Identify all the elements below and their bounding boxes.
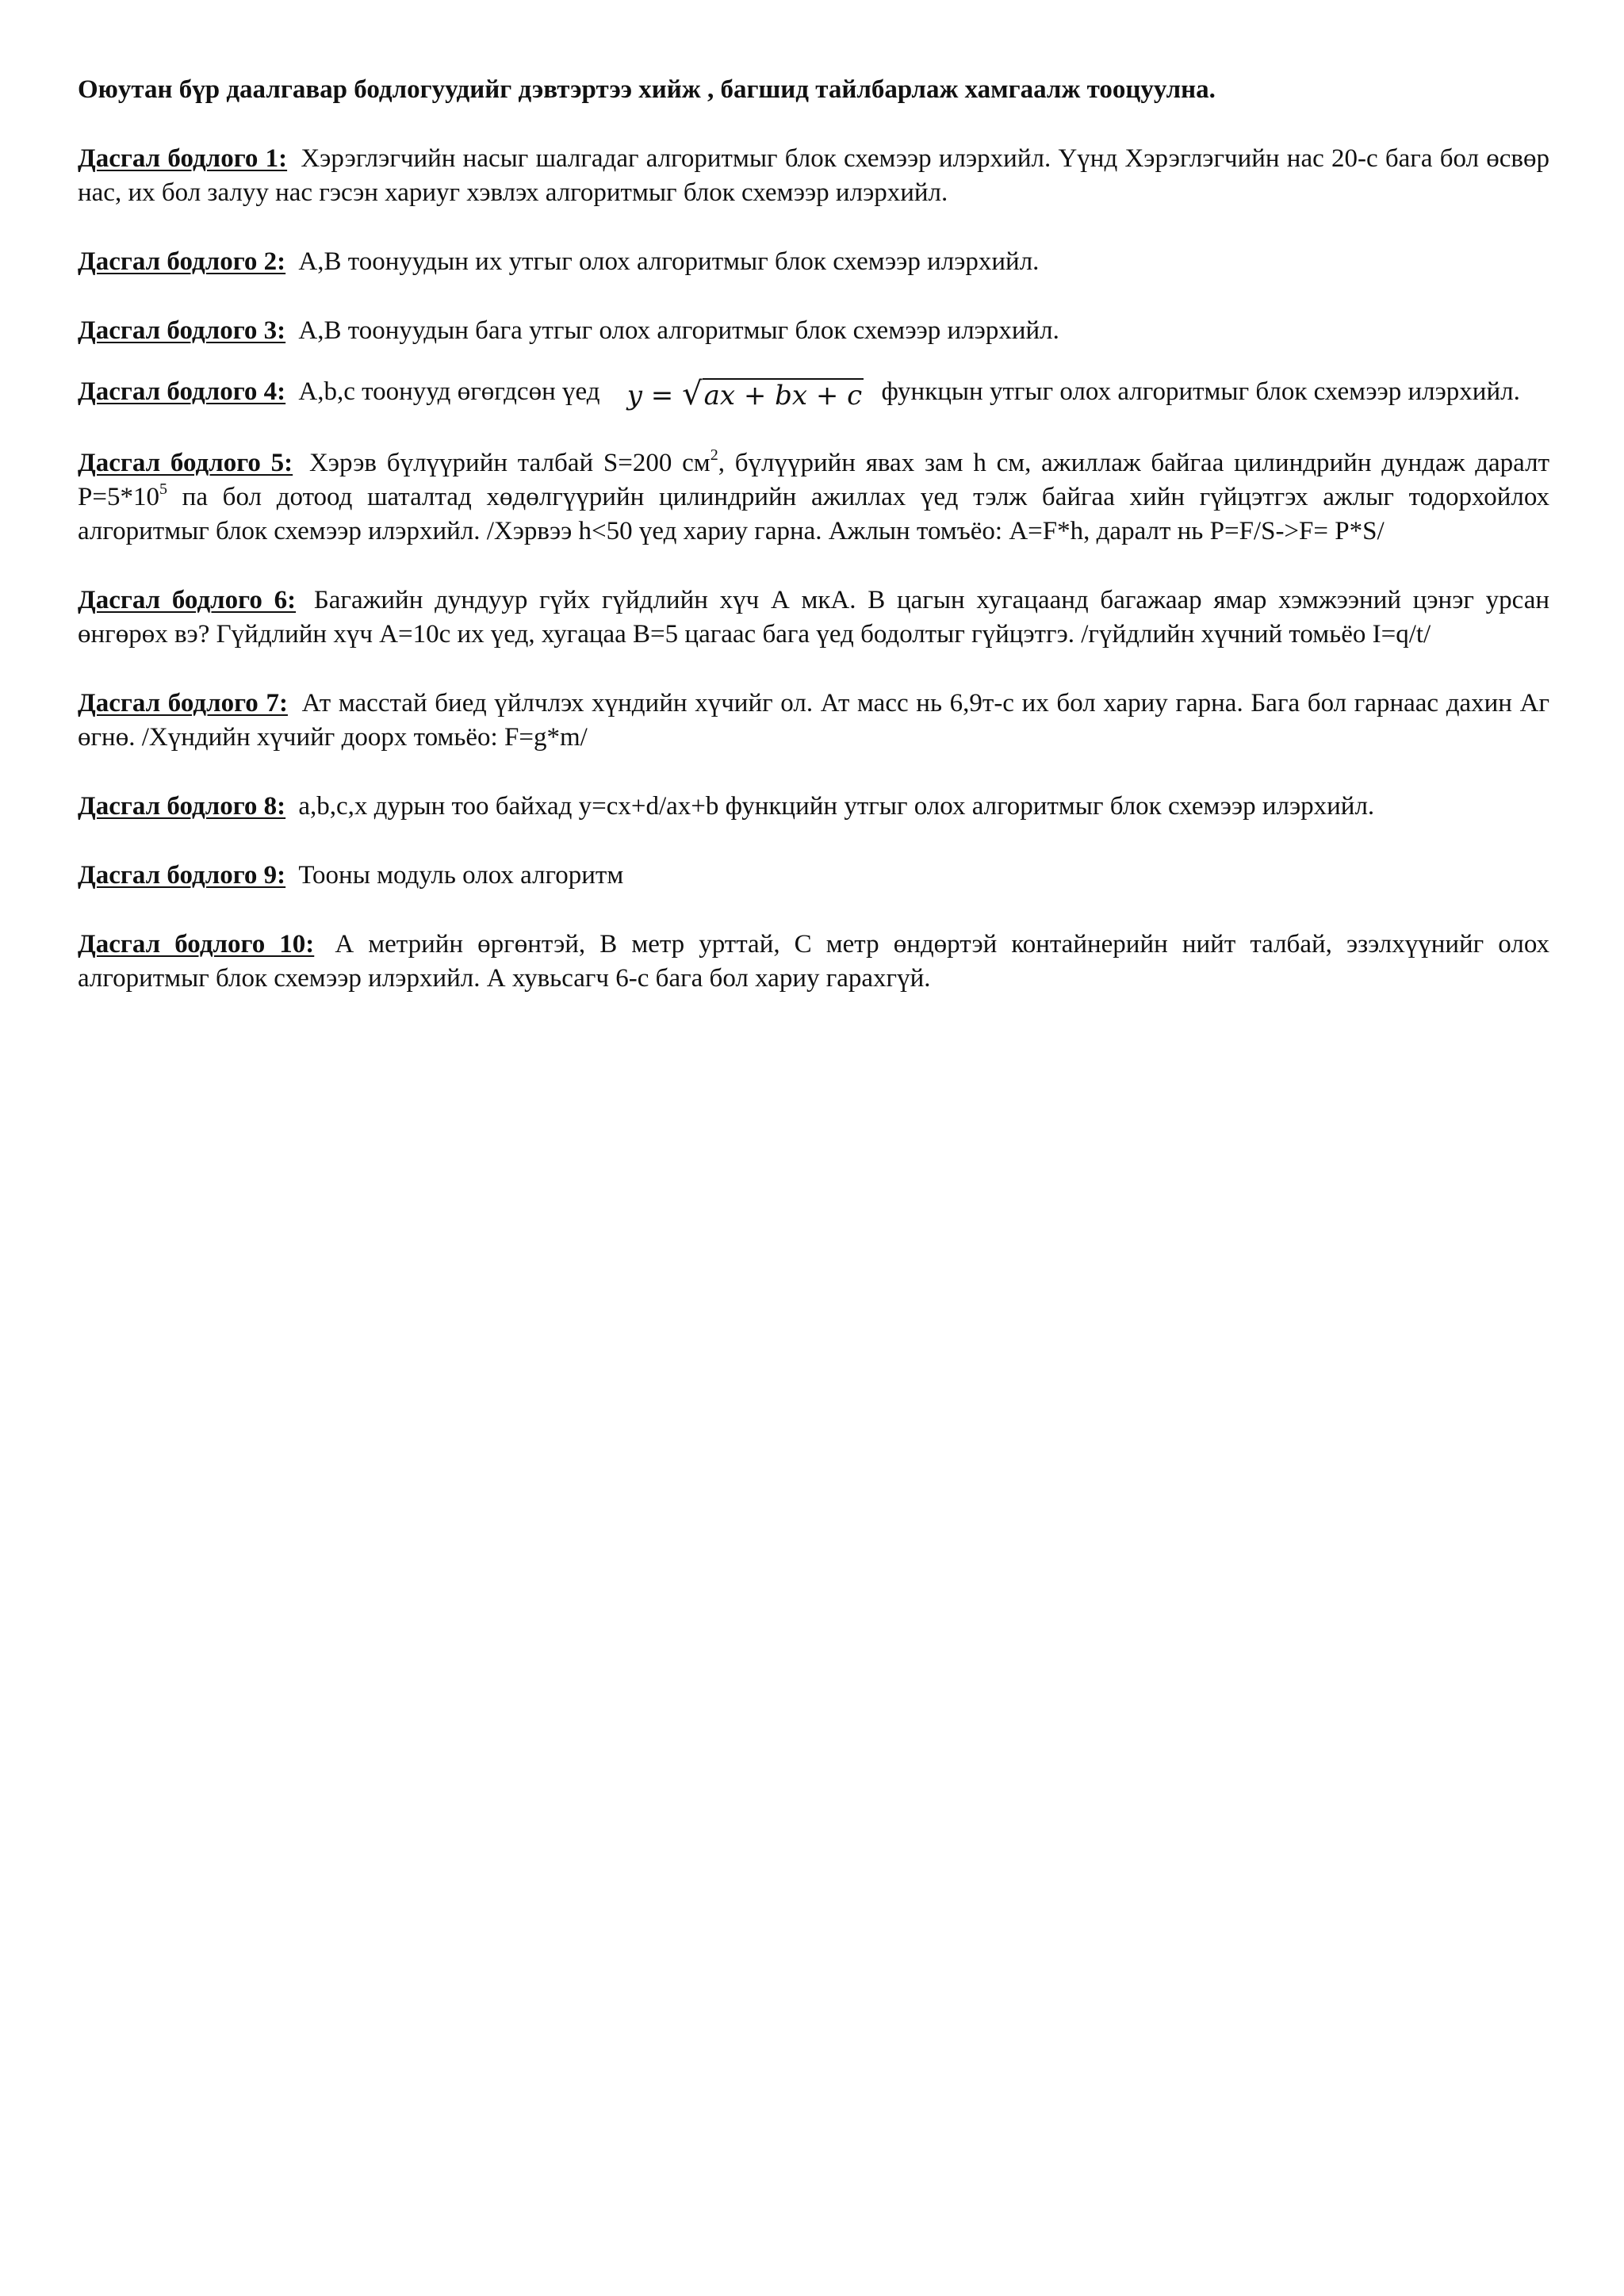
task-9-label: Дасгал бодлого 9: (78, 861, 286, 890)
task-5-superscript-exponent: 5 (159, 480, 167, 498)
task-5 (78, 446, 1549, 549)
intro-instruction: Оюутан бүр даалгавар бодлогуудийг дэвтэртээ хийж , багшид тайлбарлаж хамгаалж тооцуулна. (78, 75, 1216, 104)
task-10 (78, 928, 1549, 996)
task-5-text-c: па бол дотоод шаталтад хөдөлгүүрийн цилиндрийн ажиллах үед тэлж байгаа хийн гүйцэтгэх ажлыг тодорхойлох алгоритмыг блок схемээр илэрхийл. /Хэрвээ h<50 үед хариу гарна. Ажлын томъёо: A=F*h, даралт нь P=F/S->F= P*S/ (78, 483, 1549, 545)
task-1-label: Дасгал бодлого 1: (78, 144, 288, 173)
task-2-label: Дасгал бодлого 2: (78, 247, 286, 276)
task-9-text: Тооны модуль олох алгоритм (298, 861, 624, 890)
formula-radicand: ax + bx + c (703, 380, 863, 411)
task-5-text-b: , бүлүүрийн явах зам h см, ажиллаж байгаа цилиндрийн дундаж даралт P=5*10 (78, 449, 1549, 511)
task-3-text: А,В тоонуудын бага утгыг олох алгоритмыг блок схемээр илэрхийл. (298, 316, 1059, 345)
task-7-text: Ат масстай биед үйлчлэх хүндийн хүчийг ол. Ат масс нь 6,9т-с их бол хариу гарна. Бага бол гарнаас дахин Аг өгнө. /Хүндийн хүчийг доорх томьёо: F=g*m/ (78, 689, 1549, 752)
task-9 (78, 859, 1549, 893)
task-4-label: Дасгал бодлого 4: (78, 377, 286, 406)
formula-lhs: y = (626, 380, 674, 411)
task-8 (78, 790, 1549, 824)
task-4 (78, 375, 1549, 411)
task-5-superscript-area: 2 (710, 446, 718, 464)
task-2 (78, 245, 1549, 279)
task-4-text-before: A,b,c тоонууд өгөгдсөн үед (298, 377, 600, 406)
task-8-text: a,b,c,x дурын тоо байхад y=cx+d/ax+b функцийн утгыг олох алгоритмыг блок схемээр илэрхийл. (298, 792, 1375, 821)
task-6-label: Дасгал бодлого 6: (78, 586, 297, 614)
task-10-label: Дасгал бодлого 10: (78, 930, 315, 959)
task-7 (78, 687, 1549, 755)
task-3 (78, 314, 1549, 348)
document-page (78, 73, 1549, 1031)
task-10-text: А метрийн өргөнтэй, В метр урттай, С метр өндөртэй контайнерийн нийт талбай, эзэлхүүнийг олох алгоритмыг блок схемээр илэрхийл. А хувьсагч 6-с бага бол хариу гарахгүй. (78, 930, 1550, 993)
task-5-text-a: Хэрэв бүлүүрийн талбай S=200 см (308, 449, 710, 477)
task-2-text: А,В тоонуудын их утгыг олох алгоритмыг блок схемээр илэрхийл. (298, 247, 1040, 276)
task-6 (78, 584, 1549, 652)
task-5-label: Дасгал бодлого 5: (78, 449, 293, 477)
task-7-label: Дасгал бодлого 7: (78, 689, 288, 718)
task-6-text: Багажийн дундуур гүйх гүйдлийн хүч А мкА. В цагын хугацаанд багажаар ямар хэмжээний цэнэг урсан өнгөрөх вэ? Гүйдлийн хүч А=10с их үед, хугацаа В=5 цагаас бага үед бодолтыг гүйцэтгэ. /гүйдлийн хүчний томьёо I=q/t/ (78, 586, 1549, 649)
task-4-text-after: функцын утгыг олох алгоритмыг блок схемээр илэрхийл. (881, 377, 1520, 406)
sqrt-symbol: √ (682, 376, 703, 412)
task-3-label: Дасгал бодлого 3: (78, 316, 286, 345)
task-1 (78, 142, 1549, 210)
task-1-text: Хэрэглэгчийн насыг шалгадаг алгоритмыг блок схемээр илэрхийл. Үүнд Хэрэглэгчийн нас 20-с бага бол өсвөр нас, их бол залуу нас гэсэн хариуг хэвлэх алгоритмыг блок схемээр илэрхийл. (78, 144, 1550, 207)
task-8-label: Дасгал бодлого 8: (78, 792, 286, 821)
sqrt-formula (627, 378, 864, 411)
